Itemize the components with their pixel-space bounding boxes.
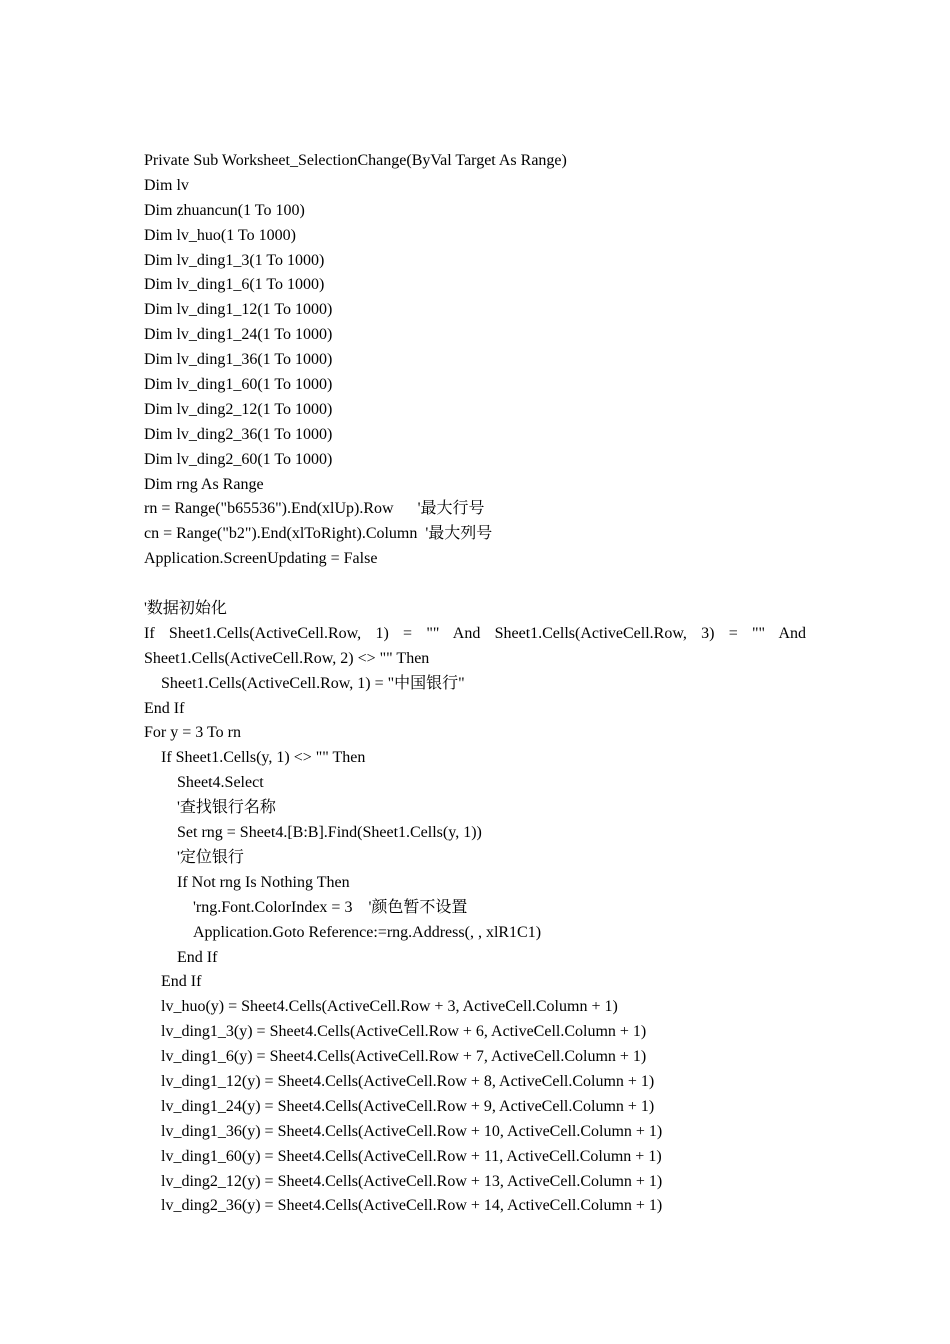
code-line: End If: [144, 699, 185, 717]
code-line: lv_ding2_36(y) = Sheet4.Cells(ActiveCell.Row + 14, ActiveCell.Column + 1): [161, 1197, 663, 1215]
code-line: '查找银行名称: [177, 799, 276, 817]
code-line: End If: [177, 948, 218, 966]
code-line: lv_ding2_12(y) = Sheet4.Cells(ActiveCell.Row + 13, ActiveCell.Column + 1): [161, 1172, 663, 1190]
code-line: If Sheet1.Cells(ActiveCell.Row, 1) = "" And Sheet1.Cells(ActiveCell.Row, 3) = "" And: [144, 624, 806, 642]
code-line: lv_ding1_12(y) = Sheet4.Cells(ActiveCell.Row + 8, ActiveCell.Column + 1): [161, 1072, 655, 1090]
code-line: lv_ding1_3(y) = Sheet4.Cells(ActiveCell.Row + 6, ActiveCell.Column + 1): [161, 1023, 647, 1041]
code-line: Dim lv_ding1_3(1 To 1000): [144, 251, 325, 269]
code-line: Sheet4.Select: [177, 774, 264, 792]
code-line: Dim lv_ding1_60(1 To 1000): [144, 376, 333, 394]
code-line: cn = Range("b2").End(xlToRight).Column '最大列号: [144, 525, 493, 543]
vba-code-block: [144, 149, 806, 1219]
code-line: [144, 572, 806, 597]
code-line: Dim lv_ding1_6(1 To 1000): [144, 276, 325, 294]
code-line: lv_ding1_60(y) = Sheet4.Cells(ActiveCell.Row + 11, ActiveCell.Column + 1): [161, 1147, 662, 1165]
code-line: lv_ding1_6(y) = Sheet4.Cells(ActiveCell.Row + 7, ActiveCell.Column + 1): [161, 1048, 647, 1066]
code-line: Dim lv_ding2_60(1 To 1000): [144, 450, 333, 468]
code-line: For y = 3 To rn: [144, 724, 241, 742]
code-line: Dim lv_huo(1 To 1000): [144, 226, 296, 244]
code-line: Sheet1.Cells(ActiveCell.Row, 2) <> "" Then: [144, 649, 430, 667]
code-line: Dim lv: [144, 176, 189, 194]
code-line: lv_huo(y) = Sheet4.Cells(ActiveCell.Row + 3, ActiveCell.Column + 1): [161, 998, 618, 1016]
code-line: lv_ding1_36(y) = Sheet4.Cells(ActiveCell.Row + 10, ActiveCell.Column + 1): [161, 1122, 663, 1140]
code-line: Dim rng As Range: [144, 475, 264, 493]
code-line: lv_ding1_24(y) = Sheet4.Cells(ActiveCell.Row + 9, ActiveCell.Column + 1): [161, 1097, 655, 1115]
code-line: Dim lv_ding2_12(1 To 1000): [144, 400, 333, 418]
code-line: Dim lv_ding2_36(1 To 1000): [144, 425, 333, 443]
code-line: Dim lv_ding1_24(1 To 1000): [144, 326, 333, 344]
code-line: 'rng.Font.ColorIndex = 3 '颜色暂不设置: [193, 898, 468, 916]
code-line: Application.Goto Reference:=rng.Address(, , xlR1C1): [193, 923, 542, 941]
code-line: Set rng = Sheet4.[B:B].Find(Sheet1.Cells(y, 1)): [177, 824, 482, 842]
code-line: Sheet1.Cells(ActiveCell.Row, 1) = "中国银行": [161, 674, 465, 692]
code-line: Dim lv_ding1_12(1 To 1000): [144, 301, 333, 319]
code-line: '定位银行: [177, 848, 244, 866]
code-line: Private Sub Worksheet_SelectionChange(ByVal Target As Range): [144, 152, 567, 169]
code-line: Dim zhuancun(1 To 100): [144, 201, 305, 219]
code-line: If Not rng Is Nothing Then: [177, 873, 350, 891]
code-line: Application.ScreenUpdating = False: [144, 550, 378, 568]
code-line: End If: [161, 973, 202, 991]
code-line: If Sheet1.Cells(y, 1) <> "" Then: [161, 749, 366, 767]
code-line: '数据初始化: [144, 600, 227, 618]
code-line: rn = Range("b65536").End(xlUp).Row '最大行号: [144, 500, 485, 518]
code-line: Dim lv_ding1_36(1 To 1000): [144, 351, 333, 369]
